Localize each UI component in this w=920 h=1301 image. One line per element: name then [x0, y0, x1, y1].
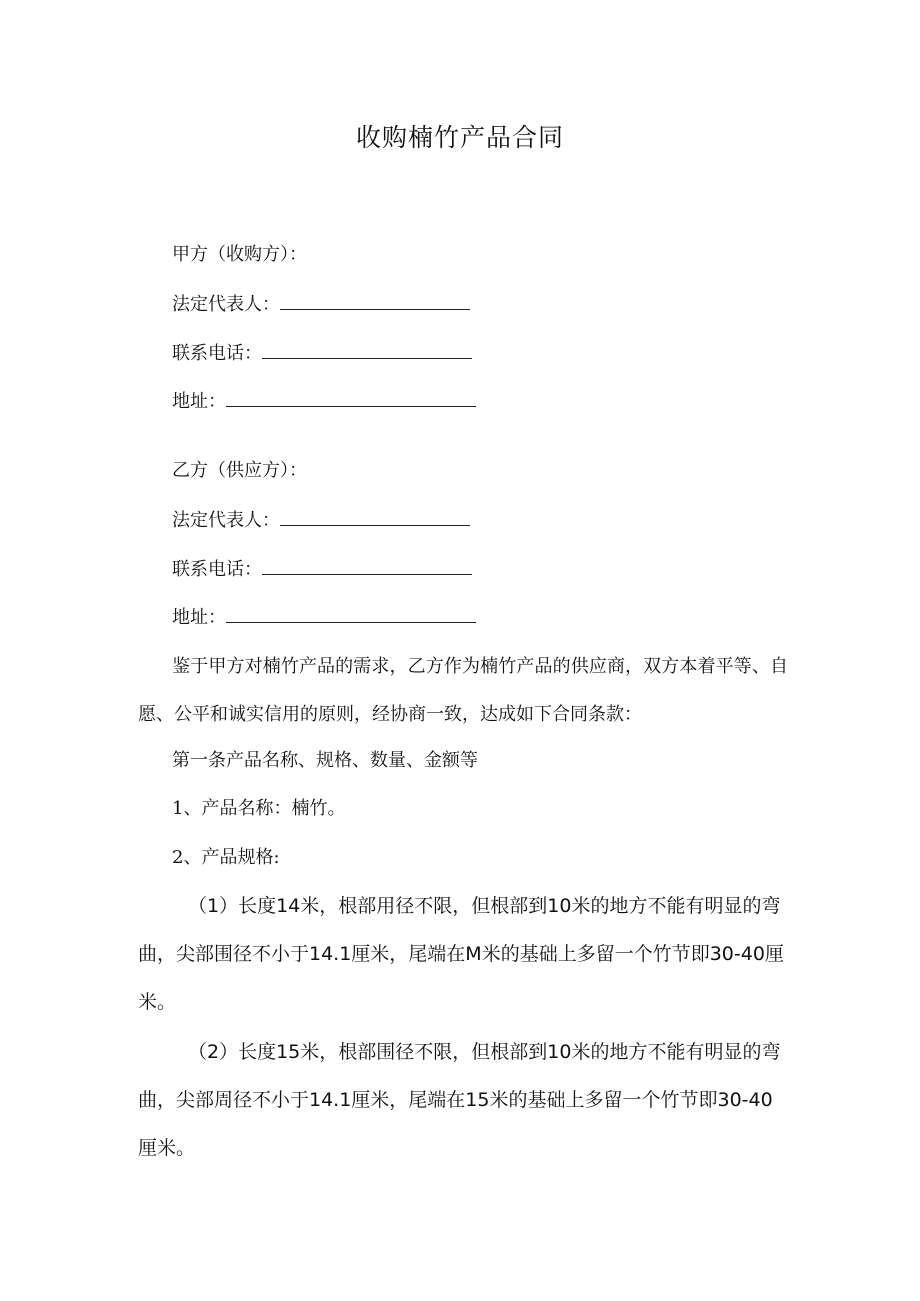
party-b-phone-label: 联系电话： — [172, 559, 262, 580]
party-a-rep-field[interactable] — [280, 291, 470, 310]
party-b-phone-row — [172, 556, 472, 582]
party-b-address-field[interactable] — [226, 604, 476, 623]
party-a-rep-label: 法定代表人： — [172, 294, 280, 315]
spec1-text: （1）长度14米，根部用径不限，但根部到10米的地方不能有明显的弯曲，尖部围径不小于14.1厘米，尾端在M米的基础上多留一个竹节即30-40厘米。 — [138, 895, 784, 1013]
document-title: 收购楠竹产品合同 — [355, 123, 564, 152]
party-a-address-label: 地址： — [172, 391, 226, 412]
article1-heading: 第一条产品名称、规格、数量、金额等 — [172, 750, 478, 771]
party-b-rep-field[interactable] — [280, 507, 470, 526]
party-a-phone-field[interactable] — [262, 340, 472, 359]
party-a-rep-row — [172, 291, 470, 317]
party-a-heading: 甲方（收购方）： — [172, 244, 307, 265]
spec2-text: （2）长度15米，根部围径不限，但根部到10米的地方不能有明显的弯曲，尖部周径不小于14.1厘米，尾端在15米的基础上多留一个竹节即30-40厘米。 — [138, 1041, 781, 1159]
party-a-address-row — [172, 388, 476, 414]
party-a-phone-label: 联系电话： — [172, 343, 262, 364]
party-b-phone-field[interactable] — [262, 556, 472, 575]
party-b-heading: 乙方（供应方）： — [172, 460, 307, 481]
party-b-address-row — [172, 604, 476, 630]
party-a-address-field[interactable] — [226, 388, 476, 407]
preamble-paragraph — [138, 643, 788, 739]
party-b-rep-label: 法定代表人： — [172, 510, 280, 531]
item2-product-spec: 2、产品规格: — [172, 847, 280, 868]
party-b-address-label: 地址： — [172, 607, 226, 628]
spec1-paragraph — [138, 882, 788, 1026]
party-b-rep-row — [172, 507, 470, 533]
item1-product-name: 1、产品名称：楠竹。 — [172, 798, 346, 819]
spec2-paragraph — [138, 1028, 788, 1172]
party-a-phone-row — [172, 340, 472, 366]
preamble-text: 鉴于甲方对楠竹产品的需求，乙方作为楠竹产品的供应商，双方本着平等、自愿、公平和诚实信用的原则，经协商一致，达成如下合同条款： — [138, 656, 788, 725]
